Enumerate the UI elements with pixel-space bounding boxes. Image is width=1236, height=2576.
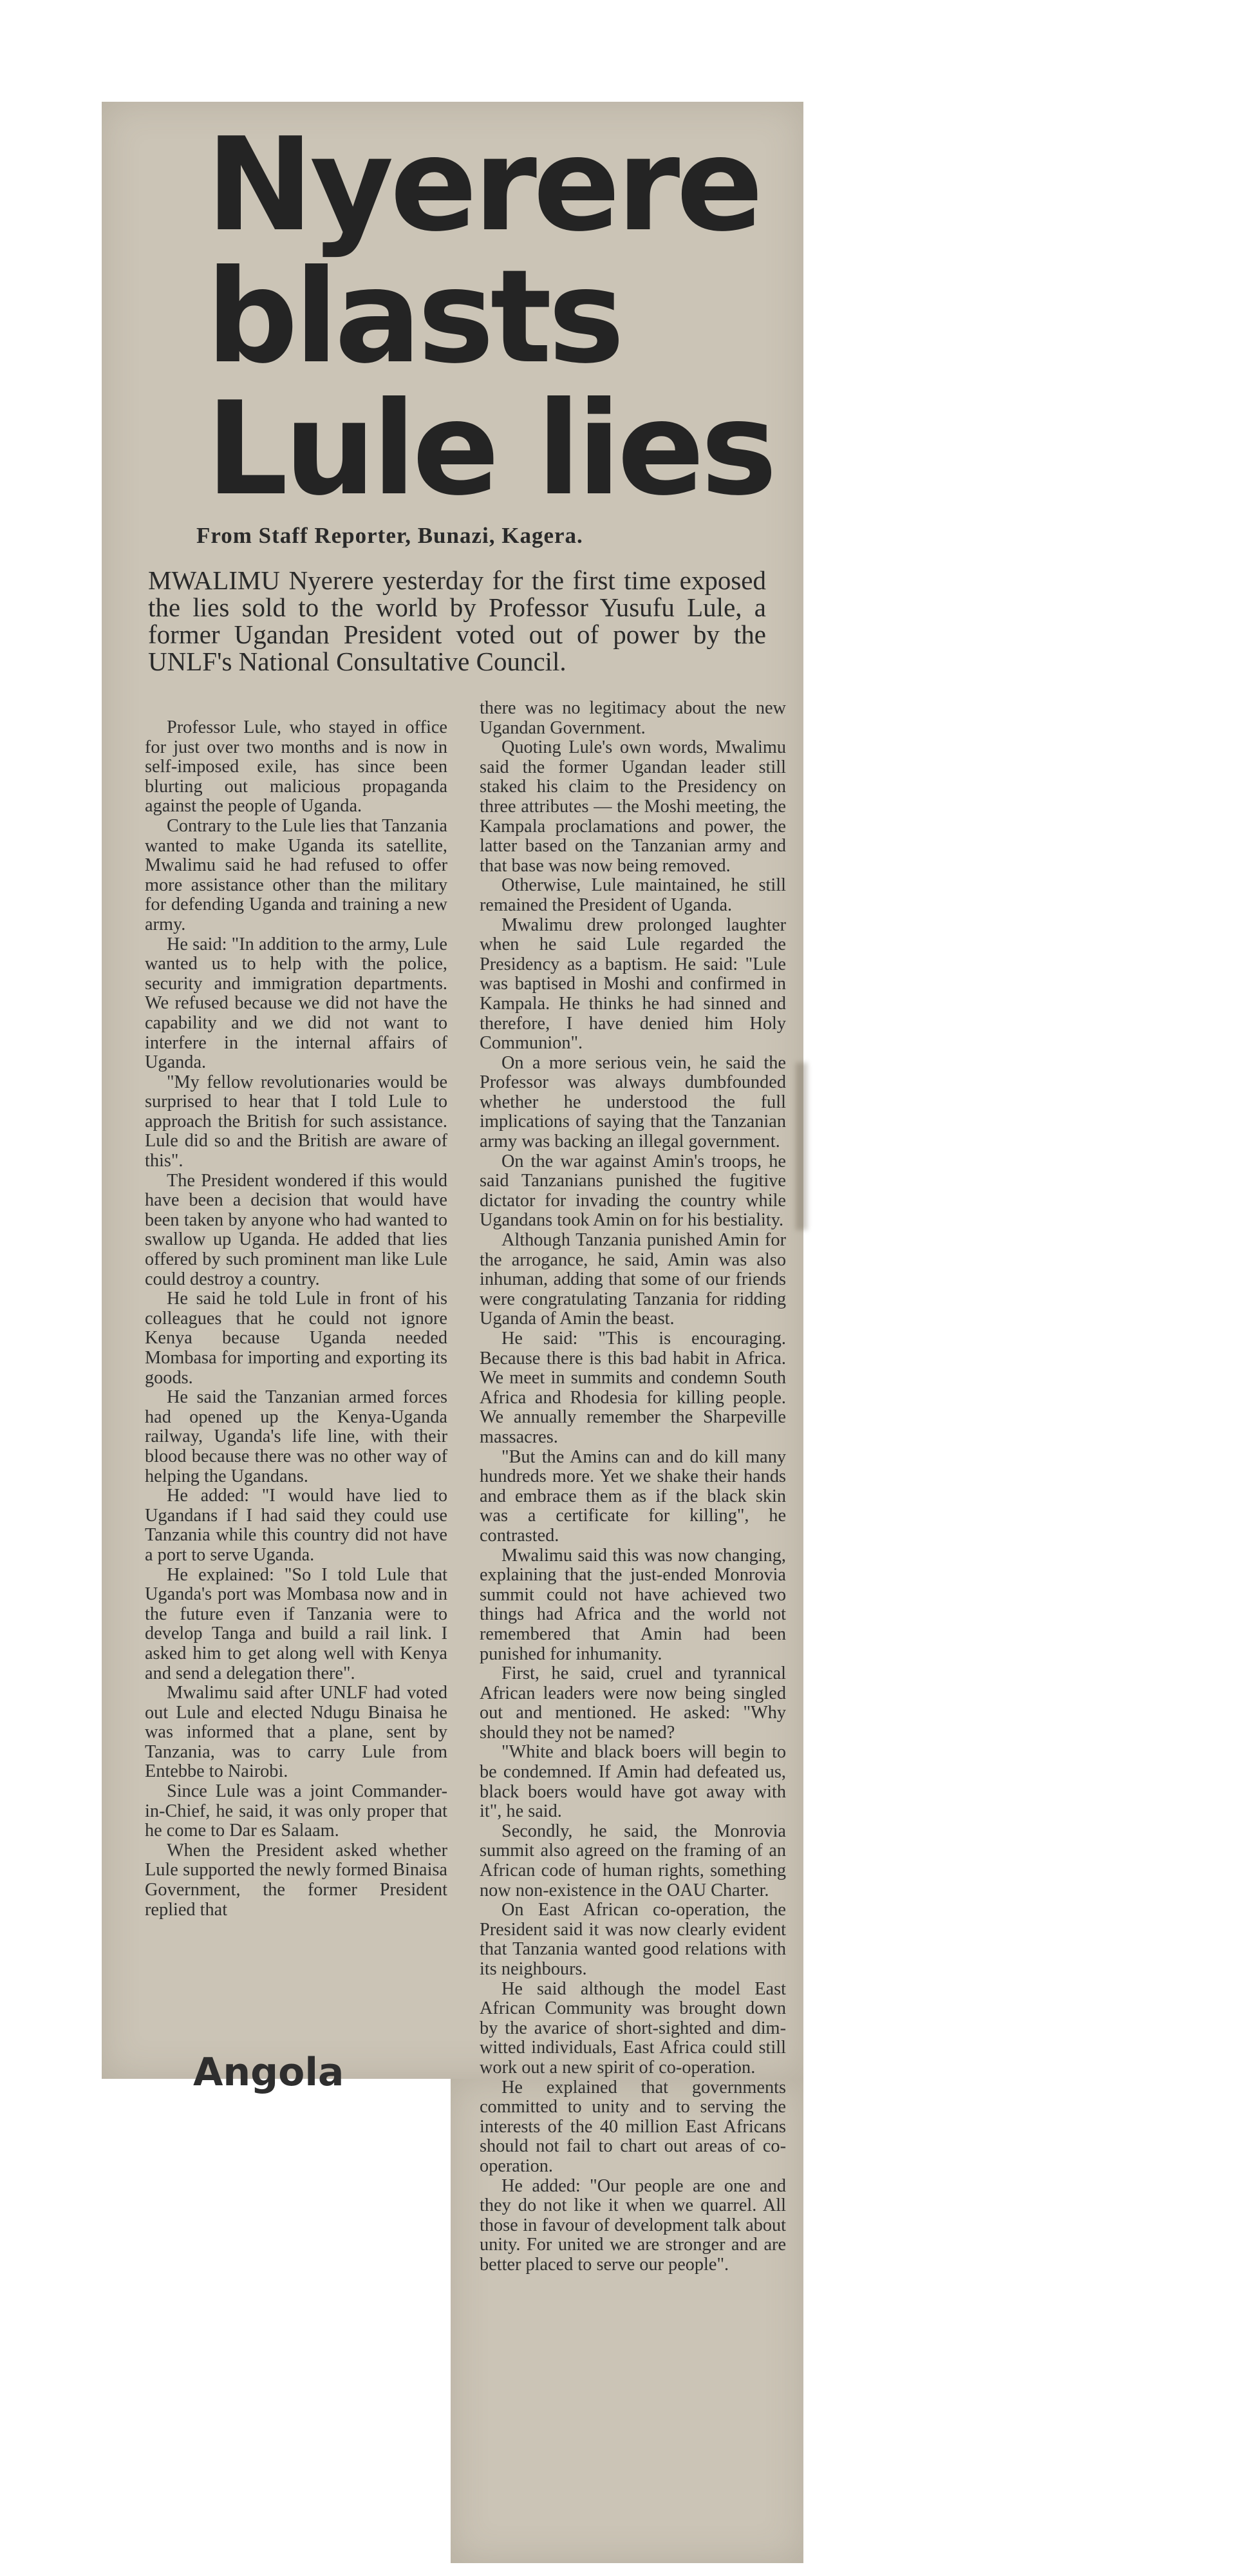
paragraph: He said although the model East African Community was brought down by the avarice of short-sighted and dim-witted individuals, East Africa could still work out a new spirit of co-operation. xyxy=(480,1978,786,2078)
paragraph: He explained: "So I told Lule that Uganda's port was Mombasa now and in the future even if Tanzania were to develop Tanga and build a rail link. I asked him to get along well with Kenya and send a delegation there". xyxy=(145,1564,447,1683)
paragraph: "But the Amins can and do kill many hundreds more. Yet we shake their hands and embrace them as if the black skin was a certificate for killing", he contrasted. xyxy=(480,1446,786,1546)
paragraph: Mwalimu said after UNLF had voted out Lule and elected Ndugu Binaisa he was informed that a plane, sent by Tanzania, was to carry Lule from Entebbe to Nairobi. xyxy=(145,1683,447,1782)
paragraph: Otherwise, Lule maintained, he still remained the President of Uganda. xyxy=(480,875,786,915)
paragraph: Contrary to the Lule lies that Tanzania wanted to make Uganda its satellite, Mwalimu said he had refused to offer more assistance other than the military for defending Uganda and training a new army. xyxy=(145,815,447,934)
paragraph: He explained that governments committed to unity and to serving the interests of the 40 million East Africans should not fail to chart out areas of co-operation. xyxy=(480,2077,786,2176)
paragraph: He added: "I would have lied to Ugandans if I had said they could use Tanzania while this country did not have a port to serve Uganda. xyxy=(145,1486,447,1565)
paragraph: Quoting Lule's own words, Mwalimu said the former Ugandan leader still staked his claim to the Presidency on three attributes — the Moshi meeting, the Kampala proclamations and power, the latter based on the Tanzanian army and that base was now being removed. xyxy=(480,737,786,876)
paragraph: Mwalimu said this was now changing, explaining that the just-ended Monrovia summit could not have achieved two things had Africa and the world not remembered that Amin had been punished for inhumanity. xyxy=(480,1545,786,1664)
paragraph: "My fellow revolutionaries would be surprised to hear that I told Lule to approach the British for such assistance. Lule did so and the British are aware of this". xyxy=(145,1072,447,1171)
lede-paragraph: MWALIMU Nyerere yesterday for the first time exposed the lies sold to the world by Professor Yusufu Lule, a former Ugandan President voted out of power by the UNLF's National Consultative Council. xyxy=(148,565,766,676)
headline-line-3: Lule lies xyxy=(206,374,774,524)
paragraph: He said: "In addition to the army, Lule wanted us to help with the police, security and immigration departments. We refused because we did not have the capability and we did not want to interfere in the internal affairs of Uganda. xyxy=(145,934,447,1073)
paragraph: Secondly, he said, the Monrovia summit also agreed on the framing of an African code of human rights, something now non-existence in the OAU Charter. xyxy=(480,1821,786,1900)
article-column-2 xyxy=(480,699,786,2275)
paragraph: Although Tanzania punished Amin for the arrogance, he said, Amin was also inhuman, adding that some of our friends were congratulating Tanzania for ridding Uganda of Amin the beast. xyxy=(480,1230,786,1329)
paragraph: On a more serious vein, he said the Professor was always dumbfounded whether he understood the full implications of saying that the Tanzanian army was backing an illegal government. xyxy=(480,1052,786,1152)
paragraph: Mwalimu drew prolonged laughter when he said Lule regarded the Presidency as a baptism. He said: "Lule was baptised in Moshi and confirmed in Kampala. He thinks he had sinned and therefore, I have denied him Holy Communion". xyxy=(480,914,786,1054)
paragraph: On the war against Amin's troops, he said Tanzanians punished the fugitive dictator for invading the country while Ugandans took Amin on for his bestiality. xyxy=(480,1151,786,1231)
paragraph: First, he said, cruel and tyrannical African leaders were now being singled out and mentioned. He asked: "Why should they not be named? xyxy=(480,1663,786,1743)
paragraph: there was no legitimacy about the new Ugandan Government. xyxy=(480,698,786,738)
paragraph: He said the Tanzanian armed forces had opened up the Kenya-Uganda railway, Uganda's life line, with their blood because there was no other way of helping the Ugandans. xyxy=(145,1387,447,1486)
next-article-subhead xyxy=(193,2040,360,2071)
paragraph: He said he told Lule in front of his colleagues that he could not ignore Kenya because Uganda needed Mombasa for importing and exporting its goods. xyxy=(145,1289,447,1388)
paragraph: On East African co-operation, the President said it was now clearly evident that Tanzania wanted good relations with its neighbours. xyxy=(480,1900,786,1979)
byline: From Staff Reporter, Bunazi, Kagera. xyxy=(196,523,583,548)
paragraph: He said: "This is encouraging. Because there is this bad habit in Africa. We meet in summits and condemn South Africa and Rhodesia for killing people. We annually remember the Sharpeville massacres. xyxy=(480,1329,786,1447)
paragraph: "White and black boers will begin to be condemned. If Amin had defeated us, black boers would have got away with it", he said. xyxy=(480,1742,786,1822)
headline xyxy=(206,110,774,524)
paragraph: He added: "Our people are one and they do not like it when we quarrel. All those in favour of development talk about unity. For united we are stronger and are better placed to serve our people". xyxy=(480,2175,786,2275)
paragraph: Since Lule was a joint Commander-in-Chief, he said, it was only proper that he come to Dar es Salaam. xyxy=(145,1781,447,1841)
paragraph: The President wondered if this would have been a decision that would have been taken by anyone who had wanted to swallow up Uganda. He added that lies offered by such prominent man like Lule could destroy a country. xyxy=(145,1170,447,1289)
paragraph: When the President asked whether Lule supported the newly formed Binaisa Government, the former President replied that xyxy=(145,1840,447,1920)
headline-line-1: Nyerere xyxy=(206,110,760,260)
headline-line-2: blasts xyxy=(206,242,621,392)
article-column-1 xyxy=(145,718,447,1920)
paper-fold-shadow xyxy=(796,1063,807,1230)
paragraph: Professor Lule, who stayed in office for just over two months and is now in self-imposed exile, has since been blurting out malicious propaganda against the people of Uganda. xyxy=(145,717,447,817)
